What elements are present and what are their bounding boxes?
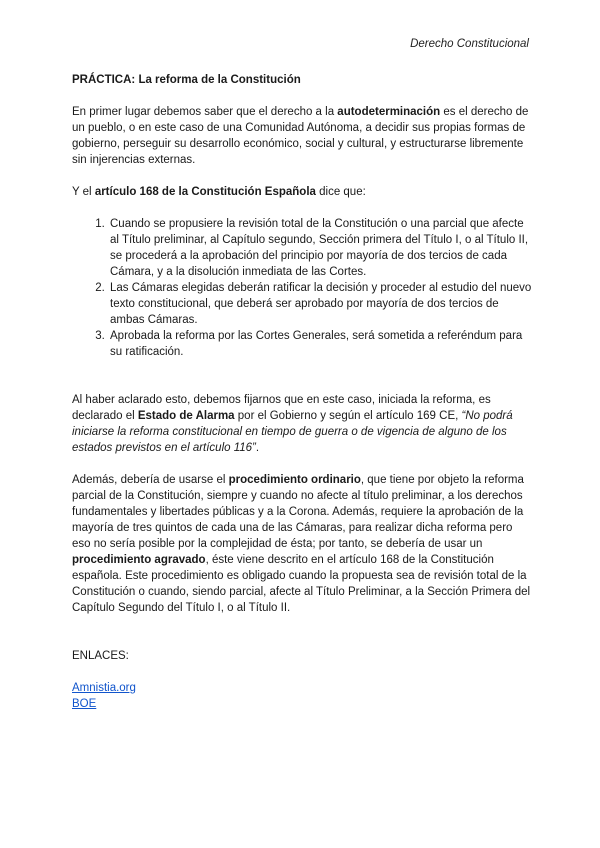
procedimiento-agravado-term: procedimiento agravado xyxy=(72,554,206,566)
link-amnistia[interactable]: Amnistia.org xyxy=(72,682,136,694)
links-heading: ENLACES: xyxy=(72,650,129,662)
list-item: 2. Las Cámaras elegidas deberán ratificar la decisión y proceder al estudio del nuevo texto constitucional, que deberá ser aprobado por mayoría de dos tercios de ambas Cámaras. xyxy=(108,280,532,328)
article-168-list xyxy=(72,216,532,360)
article-169-quote: “No podrá iniciarse la reforma constitucional en tiempo de guerra o de vigencia de alguno de los estados previstos en el artículo 116” xyxy=(72,410,513,454)
document-title: PRÁCTICA: La reforma de la Constitución xyxy=(72,74,301,86)
estado-de-alarma-term: Estado de Alarma xyxy=(137,410,235,422)
article-intro-paragraph: Y el artículo 168 de la Constitución Española dice que: xyxy=(72,186,366,198)
spacer xyxy=(72,632,532,648)
links-list xyxy=(72,680,532,712)
intro-paragraph: En primer lugar debemos saber que el derecho a la autodeterminación es el derecho de un pueblo, o en este caso de una Comunidad Autónoma, a decidir sus propias formas de gobierno, perseguir su desarrollo económico, social y cultural, y estructurarse libremente sin injerencias externas. xyxy=(72,106,529,166)
spacer xyxy=(72,376,532,392)
page-header: Derecho Constitucional xyxy=(410,38,529,50)
link-boe[interactable]: BOE xyxy=(72,698,97,710)
document-body xyxy=(72,72,532,712)
article-168-reference: artículo 168 de la Constitución Española xyxy=(94,186,316,198)
list-item: 1. Cuando se propusiere la revisión total de la Constitución o una parcial que afecte al Título preliminar, al Capítulo segundo, Sección primera del Título I, o al Título II, se procederá a la aprobación del principio por mayoría de dos tercios de cada Cámara, y a la disolución inmediata de las Cortes. xyxy=(108,216,532,280)
procedimiento-ordinario-term: procedimiento ordinario xyxy=(228,474,361,486)
alarm-state-paragraph: Al haber aclarado esto, debemos fijarnos que en este caso, iniciada la reforma, es declarado el Estado de Alarma por el Gobierno y según el artículo 169 CE, “No podrá iniciarse la reforma constitucional en tiempo de guerra o de vigencia de alguno de los estados previstos en el artículo 116”. xyxy=(72,394,513,454)
autodeterminacion-term: autodeterminación xyxy=(337,106,441,118)
procedure-paragraph: Además, debería de usarse el procedimiento ordinario, que tiene por objeto la reforma parcial de la Constitución, siempre y cuando no afecte al título preliminar, a los derechos fundamentales y libertades públicas y a la Corona. Además, requiere la aprobación de la mayoría de tres quintos de cada una de las Cámaras, para realizar dicha reforma pero eso no sería posible por la complejidad de ésta; por tanto, se debería de usar un procedimiento agravado, éste viene descrito en el artículo 168 de la Constitución española. Este procedimiento es obligado cuando la propuesta sea de revisión total de la Constitución o cuando, siendo parcial, afecte al Título Preliminar, a la Sección Primera del Capítulo Segundo del Título I, o al Título II. xyxy=(72,474,531,614)
list-item: 3. Aprobada la reforma por las Cortes Generales, será sometida a referéndum para su ratificación. xyxy=(108,328,532,360)
